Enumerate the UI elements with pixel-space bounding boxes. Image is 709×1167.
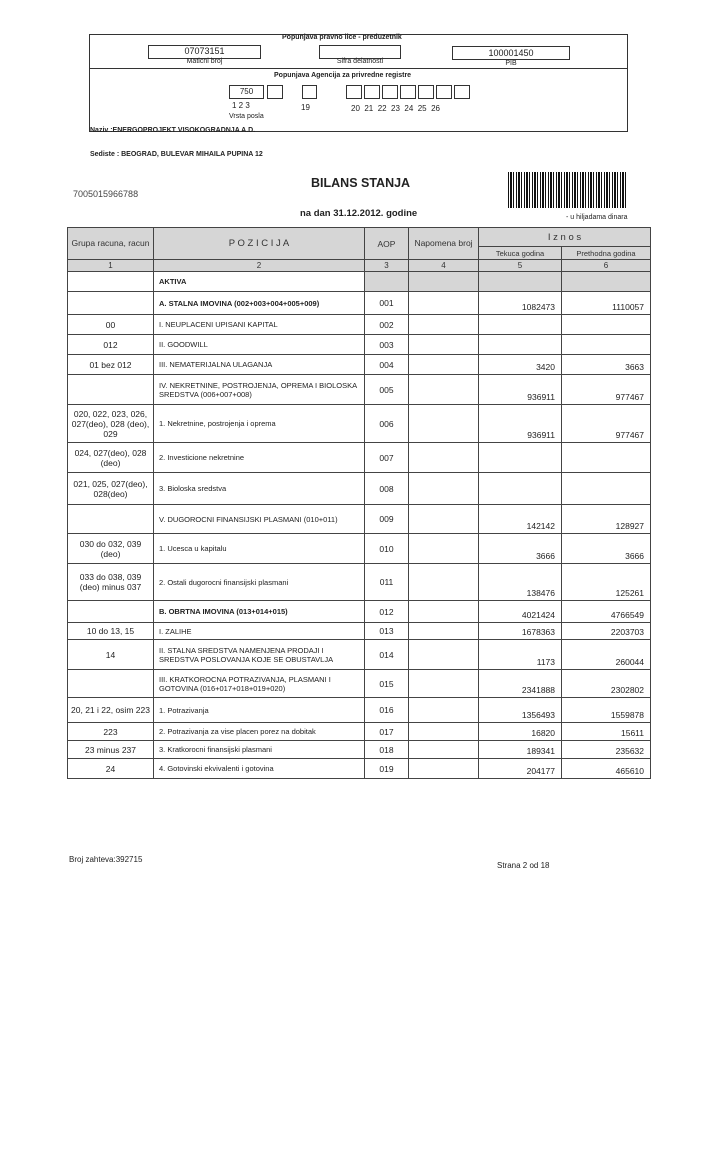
row-napomena (409, 405, 479, 443)
row-napomena (409, 473, 479, 505)
row-aop: 017 (365, 723, 409, 741)
vrsta-value: 750 (239, 87, 254, 96)
box-19 (302, 85, 317, 99)
row-napomena (409, 759, 479, 779)
row-napomena (409, 443, 479, 473)
date-line: na dan 31.12.2012. godine (300, 208, 418, 219)
row-prethodna: 977467 (562, 405, 651, 443)
row-napomena (409, 375, 479, 405)
row-pozicija: 1. Ucesca u kapitalu (154, 534, 365, 564)
row-pozicija: III. NEMATERIJALNA ULAGANJA (154, 355, 365, 375)
header-pozicija: P O Z I C I J A (154, 228, 365, 260)
row-grupa (68, 670, 154, 698)
row-napomena (409, 315, 479, 335)
row-tekuca: 4021424 (479, 601, 562, 623)
vrsta-digits: 1 2 3 (232, 101, 250, 110)
row-aop: 009 (365, 505, 409, 534)
table-row (68, 759, 651, 779)
row-tekuca: 142142 (479, 505, 562, 534)
row-aop: 015 (365, 670, 409, 698)
request-number: Broj zahteva:392715 (69, 855, 143, 864)
reg-box-26 (454, 85, 470, 99)
row-aop: 012 (365, 601, 409, 623)
table-row (68, 375, 651, 405)
table-row (68, 473, 651, 505)
table-row (68, 405, 651, 443)
aktiva-tekuca (479, 272, 562, 292)
row-prethodna: 465610 (562, 759, 651, 779)
nineteen-label: 19 (301, 103, 310, 112)
row-prethodna: 235632 (562, 741, 651, 759)
row-grupa: 012 (68, 335, 154, 355)
row-aop: 004 (365, 355, 409, 375)
row-pozicija: 1. Nekretnine, postrojenja i oprema (154, 405, 365, 443)
row-grupa (68, 292, 154, 315)
row-napomena (409, 355, 479, 375)
row-tekuca: 1082473 (479, 292, 562, 315)
row-prethodna: 1110057 (562, 292, 651, 315)
header-iznos: I z n o s (479, 228, 651, 247)
aktiva-prethodna (562, 272, 651, 292)
row-aop: 001 (365, 292, 409, 315)
row-grupa: 223 (68, 723, 154, 741)
pib-label: PIB (505, 60, 517, 67)
row-grupa: 23 minus 237 (68, 741, 154, 759)
row-pozicija: II. STALNA SREDSTVA NAMENJENA PRODAJI I SREDSTVA POSLOVANJA KOJE SE OBUSTAVLJA (154, 640, 365, 670)
row-grupa: 01 bez 012 (68, 355, 154, 375)
document-code: 7005015966788 (73, 189, 139, 199)
row-pozicija: 1. Potrazivanja (154, 698, 365, 723)
sifra-field (319, 45, 401, 59)
row-prethodna: 260044 (562, 640, 651, 670)
row-grupa: 033 do 038, 039 (deo) minus 037 (68, 564, 154, 601)
row-tekuca (479, 335, 562, 355)
aktiva-label: AKTIVA (154, 272, 365, 292)
row-prethodna: 15611 (562, 723, 651, 741)
row-tekuca: 16820 (479, 723, 562, 741)
table-row (68, 640, 651, 670)
row-prethodna (562, 443, 651, 473)
reg-box-20 (346, 85, 362, 99)
header-divider (89, 68, 627, 69)
row-grupa: 24 (68, 759, 154, 779)
aktiva-grupa (68, 272, 154, 292)
col-number-4: 4 (409, 260, 479, 272)
row-napomena (409, 670, 479, 698)
row-prethodna: 2203703 (562, 623, 651, 640)
naziv-line: Naziv :ENERGOPROJEKT VISOKOGRADNJA A.D. (90, 127, 256, 134)
table-row (68, 355, 651, 375)
row-tekuca: 1356493 (479, 698, 562, 723)
row-pozicija: 3. Bioloska sredstva (154, 473, 365, 505)
row-grupa: 020, 022, 023, 026, 027(deo), 028 (deo), 029 (68, 405, 154, 443)
table-row (68, 564, 651, 601)
row-aop: 011 (365, 564, 409, 601)
row-aop: 010 (365, 534, 409, 564)
page-number: Strana 2 od 18 (497, 861, 550, 870)
table-row (68, 292, 651, 315)
row-pozicija: 3. Kratkorocni finansijski plasmani (154, 741, 365, 759)
col-number-6: 6 (562, 260, 651, 272)
header-prethodna: Prethodna godina (562, 247, 651, 260)
table-row (68, 534, 651, 564)
table-row (68, 623, 651, 640)
table-row (68, 335, 651, 355)
col-number-1: 1 (68, 260, 154, 272)
pib-value: 100001450 (488, 48, 534, 58)
table-row (68, 741, 651, 759)
agencija-title: Popunjava Agencija za privredne registre (274, 72, 412, 79)
row-grupa: 024, 027(deo), 028 (deo) (68, 443, 154, 473)
row-prethodna: 125261 (562, 564, 651, 601)
unit-note: - u hiljadama dinara (566, 214, 628, 221)
row-pozicija: 2. Potrazivanja za vise placen porez na dobitak (154, 723, 365, 741)
row-grupa: 00 (68, 315, 154, 335)
aktiva-napomena (409, 272, 479, 292)
row-pozicija: 2. Ostali dugorocni finansijski plasmani (154, 564, 365, 601)
row-pozicija: B. OBRTNA IMOVINA (013+014+015) (154, 601, 365, 623)
row-aop: 006 (365, 405, 409, 443)
table-row (68, 505, 651, 534)
row-prethodna (562, 335, 651, 355)
reg-digits: 20 21 22 23 24 25 26 (351, 104, 440, 113)
row-prethodna: 2302802 (562, 670, 651, 698)
row-pozicija: I. ZALIHE (154, 623, 365, 640)
sediste-line: Sediste : BEOGRAD, BULEVAR MIHAILA PUPINA 12 (90, 151, 263, 158)
row-tekuca: 204177 (479, 759, 562, 779)
reg-box-22 (382, 85, 398, 99)
barcode-image (508, 172, 626, 208)
header-napomena: Napomena broj (409, 228, 479, 260)
row-tekuca: 3666 (479, 534, 562, 564)
aktiva-aop (365, 272, 409, 292)
row-aop: 002 (365, 315, 409, 335)
row-tekuca: 138476 (479, 564, 562, 601)
header-grupa: Grupa racuna, racun (68, 228, 154, 260)
row-pozicija: 2. Investicione nekretnine (154, 443, 365, 473)
row-tekuca: 936911 (479, 405, 562, 443)
table-row (68, 315, 651, 335)
row-prethodna: 3663 (562, 355, 651, 375)
row-grupa: 021, 025, 027(deo), 028(deo) (68, 473, 154, 505)
row-aop: 016 (365, 698, 409, 723)
table-row (68, 670, 651, 698)
row-tekuca (479, 315, 562, 335)
table-row (68, 601, 651, 623)
row-prethodna: 977467 (562, 375, 651, 405)
row-grupa (68, 601, 154, 623)
row-grupa: 030 do 032, 039 (deo) (68, 534, 154, 564)
row-pozicija: 4. Gotovinski ekvivalenti i gotovina (154, 759, 365, 779)
row-aop: 007 (365, 443, 409, 473)
reg-box-24 (418, 85, 434, 99)
row-napomena (409, 640, 479, 670)
pravno-lice-title: Popunjava pravno lice - preduzetnik (282, 34, 402, 41)
header-tekuca: Tekuca godina (479, 247, 562, 260)
row-prethodna (562, 473, 651, 505)
row-grupa: 14 (68, 640, 154, 670)
row-napomena (409, 292, 479, 315)
row-napomena (409, 335, 479, 355)
maticni-broj-value: 07073151 (184, 46, 225, 56)
header-aop: AOP (365, 228, 409, 260)
row-aop: 008 (365, 473, 409, 505)
reg-box-21 (364, 85, 380, 99)
row-prethodna (562, 315, 651, 335)
row-pozicija: II. GOODWILL (154, 335, 365, 355)
row-pozicija: V. DUGOROCNI FINANSIJSKI PLASMANI (010+011) (154, 505, 365, 534)
row-pozicija: III. KRATKOROCNA POTRAZIVANJA, PLASMANI I GOTOVINA (016+017+018+019+020) (154, 670, 365, 698)
maticni-broj-label: Maticni broj (186, 58, 223, 65)
table-row (68, 723, 651, 741)
row-aop: 005 (365, 375, 409, 405)
row-tekuca (479, 473, 562, 505)
row-prethodna: 4766549 (562, 601, 651, 623)
row-tekuca: 936911 (479, 375, 562, 405)
row-tekuca: 2341888 (479, 670, 562, 698)
row-aop: 003 (365, 335, 409, 355)
row-grupa (68, 375, 154, 405)
row-pozicija: IV. NEKRETNINE, POSTROJENJA, OPREMA I BIOLOSKA SREDSTVA (006+007+008) (154, 375, 365, 405)
document-title: BILANS STANJA (311, 176, 411, 190)
row-tekuca: 189341 (479, 741, 562, 759)
row-grupa: 20, 21 i 22, osim 223 (68, 698, 154, 723)
reg-box-25 (436, 85, 452, 99)
row-grupa: 10 do 13, 15 (68, 623, 154, 640)
table-row (68, 443, 651, 473)
row-napomena (409, 564, 479, 601)
col-number-3: 3 (365, 260, 409, 272)
row-napomena (409, 623, 479, 640)
balance-table (67, 227, 651, 779)
row-grupa (68, 505, 154, 534)
table-row (68, 698, 651, 723)
row-tekuca: 3420 (479, 355, 562, 375)
row-prethodna: 3666 (562, 534, 651, 564)
row-aop: 013 (365, 623, 409, 640)
row-napomena (409, 505, 479, 534)
col-number-2: 2 (154, 260, 365, 272)
vrsta-box-2 (267, 85, 283, 99)
sifra-label: Sifra delatnosti (336, 58, 384, 65)
row-aop: 018 (365, 741, 409, 759)
vrsta-label: Vrsta posla (229, 113, 264, 120)
reg-box-23 (400, 85, 416, 99)
row-tekuca (479, 443, 562, 473)
row-prethodna: 1559878 (562, 698, 651, 723)
row-pozicija: I. NEUPLACENI UPISANI KAPITAL (154, 315, 365, 335)
row-pozicija: A. STALNA IMOVINA (002+003+004+005+009) (154, 292, 365, 315)
row-aop: 019 (365, 759, 409, 779)
row-napomena (409, 741, 479, 759)
row-tekuca: 1678363 (479, 623, 562, 640)
col-number-5: 5 (479, 260, 562, 272)
row-napomena (409, 534, 479, 564)
row-aop: 014 (365, 640, 409, 670)
row-napomena (409, 723, 479, 741)
row-tekuca: 1173 (479, 640, 562, 670)
row-napomena (409, 601, 479, 623)
row-prethodna: 128927 (562, 505, 651, 534)
row-napomena (409, 698, 479, 723)
